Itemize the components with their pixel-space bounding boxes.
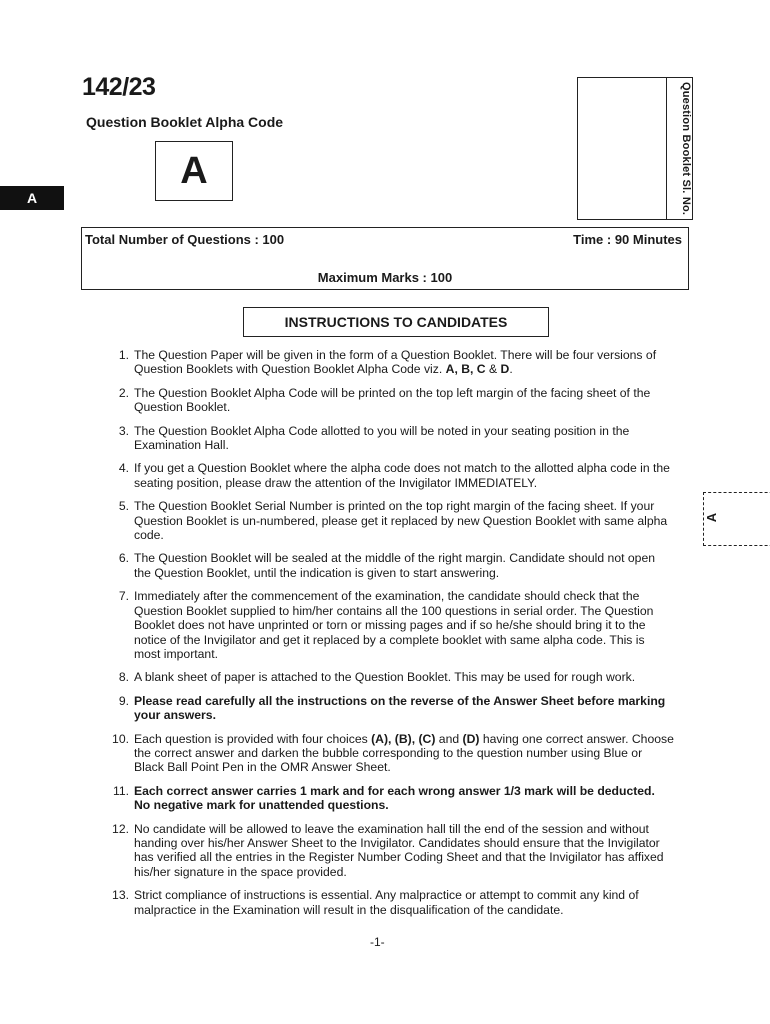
instruction-text bbox=[134, 888, 674, 917]
instruction-text-part: The Question Booklet Alpha Code will be printed on the top left margin of the facing sheet of the Question Booklet. bbox=[134, 385, 651, 415]
instruction-item bbox=[96, 551, 674, 580]
instruction-text bbox=[134, 461, 674, 490]
page-number: -1- bbox=[370, 935, 385, 949]
serial-number-divider bbox=[666, 78, 667, 219]
instruction-text bbox=[134, 784, 674, 813]
instruction-text bbox=[134, 732, 674, 775]
instruction-number: 9. bbox=[118, 693, 129, 708]
seal-mark bbox=[703, 492, 770, 548]
instruction-number: 2. bbox=[118, 385, 129, 400]
instruction-number: 11. bbox=[112, 783, 129, 798]
instruction-bold-text: D bbox=[500, 362, 510, 377]
instruction-bold-text: A, B, C bbox=[445, 362, 486, 377]
alpha-code-label: Question Booklet Alpha Code bbox=[86, 114, 284, 130]
instruction-text bbox=[134, 694, 674, 723]
instruction-item bbox=[96, 888, 674, 917]
instructions-list bbox=[96, 348, 674, 926]
instruction-item bbox=[96, 424, 674, 453]
instruction-bold-text: (D) bbox=[462, 731, 480, 746]
instruction-text-part: The Question Booklet Alpha Code allotted to you will be noted in your seating position in the Examination Hall. bbox=[134, 423, 630, 453]
side-alpha-tab: A bbox=[0, 186, 64, 210]
instruction-text bbox=[134, 822, 674, 880]
instruction-text bbox=[134, 670, 674, 684]
instruction-number: 10. bbox=[112, 731, 129, 746]
exam-time: Time : 90 Minutes bbox=[573, 232, 682, 247]
instructions-title: INSTRUCTIONS TO CANDIDATES bbox=[243, 307, 549, 337]
booklet-code: 142/23 bbox=[82, 73, 156, 101]
instruction-text bbox=[134, 551, 674, 580]
instruction-number: 1. bbox=[118, 348, 129, 362]
instruction-text bbox=[134, 386, 674, 415]
instruction-text-part: and bbox=[435, 731, 463, 746]
instruction-text bbox=[134, 589, 674, 661]
instruction-text bbox=[134, 499, 674, 542]
instruction-item bbox=[96, 386, 674, 415]
instruction-text-part: Immediately after the commencement of the examination, the candidate should check that the Question Booklet supplied to him/her contains all the 100 questions in serial order. The Question Booklet does not have unprinted or torn or missing pages and if so he/she should bring it to the notice of the Invigilator and get it replaced by a complete booklet with same alpha code. This is most important. bbox=[134, 589, 654, 661]
instruction-text-part: The Question Booklet Serial Number is printed on the top right margin of the facing sheet. If your Question Booklet is un-numbered, please get it replaced by new Question Booklet with same alpha code. bbox=[134, 499, 668, 543]
instruction-number: 13. bbox=[112, 888, 129, 903]
instruction-text-part: & bbox=[485, 362, 501, 377]
instruction-number: 8. bbox=[118, 670, 129, 685]
instruction-bold-text: Please read carefully all the instructions on the reverse of the Answer Sheet before marking your answers. bbox=[134, 693, 666, 723]
exam-info-box bbox=[81, 227, 689, 290]
instruction-text-part: A blank sheet of paper is attached to the Question Booklet. This may be used for rough work. bbox=[134, 670, 636, 685]
instruction-item bbox=[96, 694, 674, 723]
maximum-marks: Maximum Marks : 100 bbox=[317, 270, 453, 285]
instruction-text-part: Strict compliance of instructions is essential. Any malpractice or attempt to commit any kind of malpractice in the Examination will result in the disqualification of the candidate. bbox=[134, 888, 639, 917]
instruction-item bbox=[96, 589, 674, 661]
instruction-text-part: . bbox=[509, 362, 513, 377]
instruction-item bbox=[96, 784, 674, 813]
instruction-text-part: having one correct answer. Choose the correct answer and darken the bubble corresponding to the question number using Blue or Black Ball Point Pen in the OMR Answer Sheet. bbox=[134, 731, 674, 775]
instruction-number: 3. bbox=[118, 423, 129, 438]
instruction-text-part: Each question is provided with four choices bbox=[134, 731, 372, 746]
instruction-number: 12. bbox=[112, 821, 129, 836]
instruction-text-part: The Question Booklet will be sealed at the middle of the right margin. Candidate should not open the Question Booklet, until the indication is given to start answering. bbox=[134, 551, 655, 580]
instruction-text-part: The Question Paper will be given in the form of a Question Booklet. There will be four versions of Question Booklets with Question Booklet Alpha Code viz. bbox=[134, 348, 657, 377]
instruction-item bbox=[96, 732, 674, 775]
instruction-bold-text: Each correct answer carries 1 mark and for each wrong answer 1/3 mark will be deducted. No negative mark for unattended questions. bbox=[134, 783, 655, 813]
instruction-item bbox=[96, 499, 674, 542]
instruction-number: 5. bbox=[118, 499, 129, 514]
instruction-text bbox=[134, 424, 674, 453]
instruction-bold-text: (A), (B), (C) bbox=[371, 731, 436, 746]
serial-number-box bbox=[577, 77, 693, 220]
instruction-number: 6. bbox=[118, 551, 129, 566]
instruction-number: 7. bbox=[118, 589, 129, 604]
instruction-item bbox=[96, 822, 674, 880]
instruction-text-part: If you get a Question Booklet where the alpha code does not match to the allotted alpha code in the seating position, please draw the attention of the Invigilator IMMEDIATELY. bbox=[134, 461, 670, 490]
alpha-code-box: A bbox=[155, 141, 233, 201]
instruction-text bbox=[134, 348, 674, 377]
total-questions: Total Number of Questions : 100 bbox=[85, 232, 285, 247]
serial-number-label: Question Booklet Sl. No. bbox=[680, 82, 692, 216]
instruction-item bbox=[96, 348, 674, 377]
instruction-text-part: No candidate will be allowed to leave the examination hall till the end of the session and without handing over his/her Answer Sheet to the Invigilator. Candidates should ensure that the Invigilator has verified all the entries in the Register Number Coding Sheet and that the Invigilator has affixed his/her signature in the space provided. bbox=[134, 821, 664, 879]
instruction-item bbox=[96, 461, 674, 490]
instruction-item bbox=[96, 670, 674, 684]
seal-letter: A bbox=[704, 512, 720, 523]
instruction-number: 4. bbox=[118, 461, 129, 476]
